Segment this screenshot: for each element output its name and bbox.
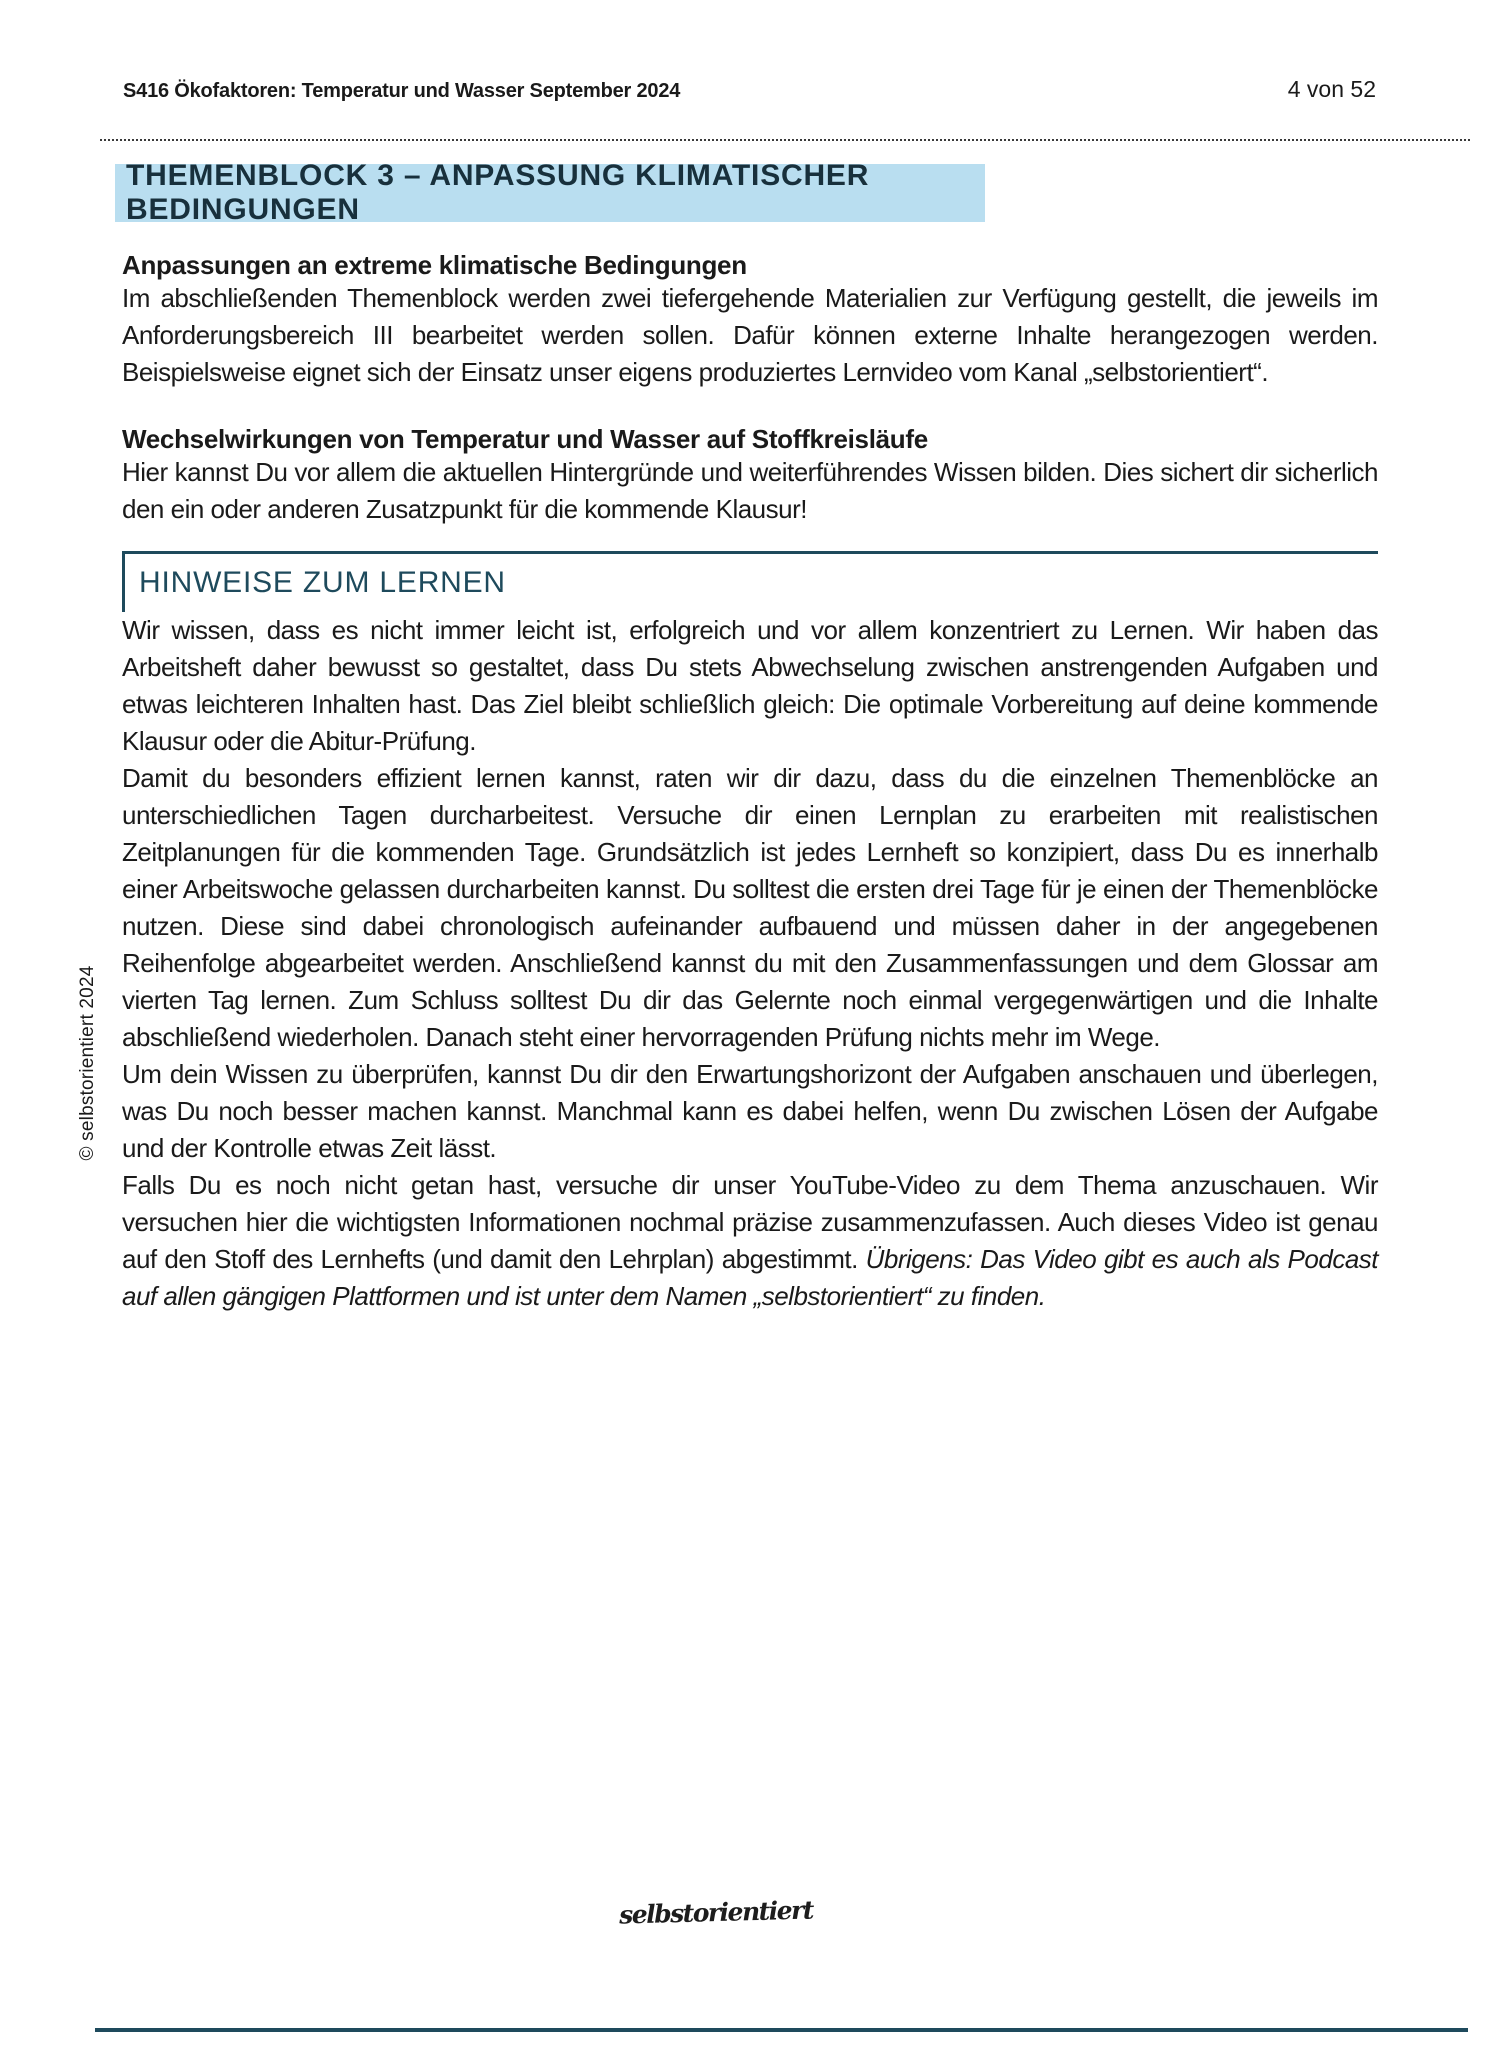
themenblock-title-band [115,159,985,226]
hinweise-paragraph-4 [122,1167,1378,1315]
hinweise-paragraph-1: Wir wissen, dass es nicht immer leicht ist, erfolgreich und vor allem konzentriert zu Lernen. Wir haben das Arbeitsheft daher bewusst so gestaltet, dass Du stets Abwechselung zwischen anstrengenden Aufgaben und etwas leichteren Inhalten hast. Das Ziel bleibt schließlich gleich: Die optimale Vorbereitung auf deine kommende Klausur oder die Abitur-Prüfung. [122,615,1378,756]
hinweise-title: HINWEISE ZUM LERNEN [122,554,1378,612]
hinweise-paragraph-4-italic: Übrigens: Das Video gibt es auch als Podcast auf allen gängigen Plattformen und ist unter dem Namen „selbstorientiert“ zu finden. [122,1244,1378,1311]
themenblock-title: THEMENBLOCK 3 – ANPASSUNG KLIMATISCHER BEDINGUNGEN [126,159,870,226]
main-content [122,250,1378,1315]
hinweise-paragraph-3: Um dein Wissen zu überprüfen, kannst Du dir den Erwartungshorizont der Aufgaben anschauen und überlegen, was Du noch besser machen kannst. Manchmal kann es dabei helfen, wenn Du zwischen Lösen der Aufgabe und der Kontrolle etwas Zeit lässt. [122,1059,1378,1163]
heading-wechselwirkungen: Wechselwirkungen von Temperatur und Wasser auf Stoffkreisläufe [122,424,928,454]
hinweise-paragraph-2: Damit du besonders effizient lernen kannst, raten wir dir dazu, dass du die einzelnen Themenblöcke an unterschiedlichen Tagen durcharbeitest. Versuche dir einen Lernplan zu erarbeiten mit realistischen Zeitplanungen für die kommenden Tage. Grundsätzlich ist jedes Lernheft so konzipiert, dass Du es innerhalb einer Arbeitswoche gelassen durcharbeiten kannst. Du solltest die ersten drei Tage für je einen der Themenblöcke nutzen. Diese sind dabei chronologisch aufeinander aufbauend und müssen daher in der angegebenen Reihenfolge abgearbeitet werden. Anschließend kannst du mit den Zusammenfassungen und dem Glossar am vierten Tag lernen. Zum Schluss solltest Du dir das Gelernte noch einmal vergegenwärtigen und die Inhalte abschließend wiederholen. Danach steht einer hervorragenden Prüfung nichts mehr im Wege. [122,763,1378,1052]
hinweise-section-header [122,551,1378,612]
header-document-title: S416 Ökofaktoren: Temperatur und Wasser September 2024 [123,80,681,102]
header-page-number: 4 von 52 [1287,76,1376,102]
heading-anpassungen: Anpassungen an extreme klimatische Bedingungen [122,250,747,280]
paragraph-wechselwirkungen: Hier kannst Du vor allem die aktuellen Hintergründe und weiterführendes Wissen bilden. Dies sichert dir sicherlich den ein oder anderen Zusatzpunkt für die kommende Klausur! [122,457,1378,524]
paragraph-anpassungen: Im abschließenden Themenblock werden zwei tiefergehende Materialien zur Verfügung gestellt, die jeweils im Anforderungsbereich III bearbeitet werden sollen. Dafür können externe Inhalte herangezogen werden. Beispielsweise eignet sich der Einsatz unser eigens produziertes Lernvideo vom Kanal „selbstorientiert“. [122,283,1378,387]
footer-divider [95,2028,1468,2032]
brand-signature-logo: selbstorientiert [618,1895,814,1930]
hinweise-paragraph-4-normal: Falls Du es noch nicht getan hast, versuche dir unser YouTube-Video zu dem Thema anzuschauen. Wir versuchen hier die wichtigsten Informationen nochmal präzise zusammenzufassen. Auch dieses Video ist genau auf den Stoff des Lernhefts (und damit den Lehrplan) abgestimmt. [122,1170,1378,1274]
copyright-vertical-label: © selbstorientiert 2024 [77,965,98,1161]
header-divider [100,139,1470,141]
